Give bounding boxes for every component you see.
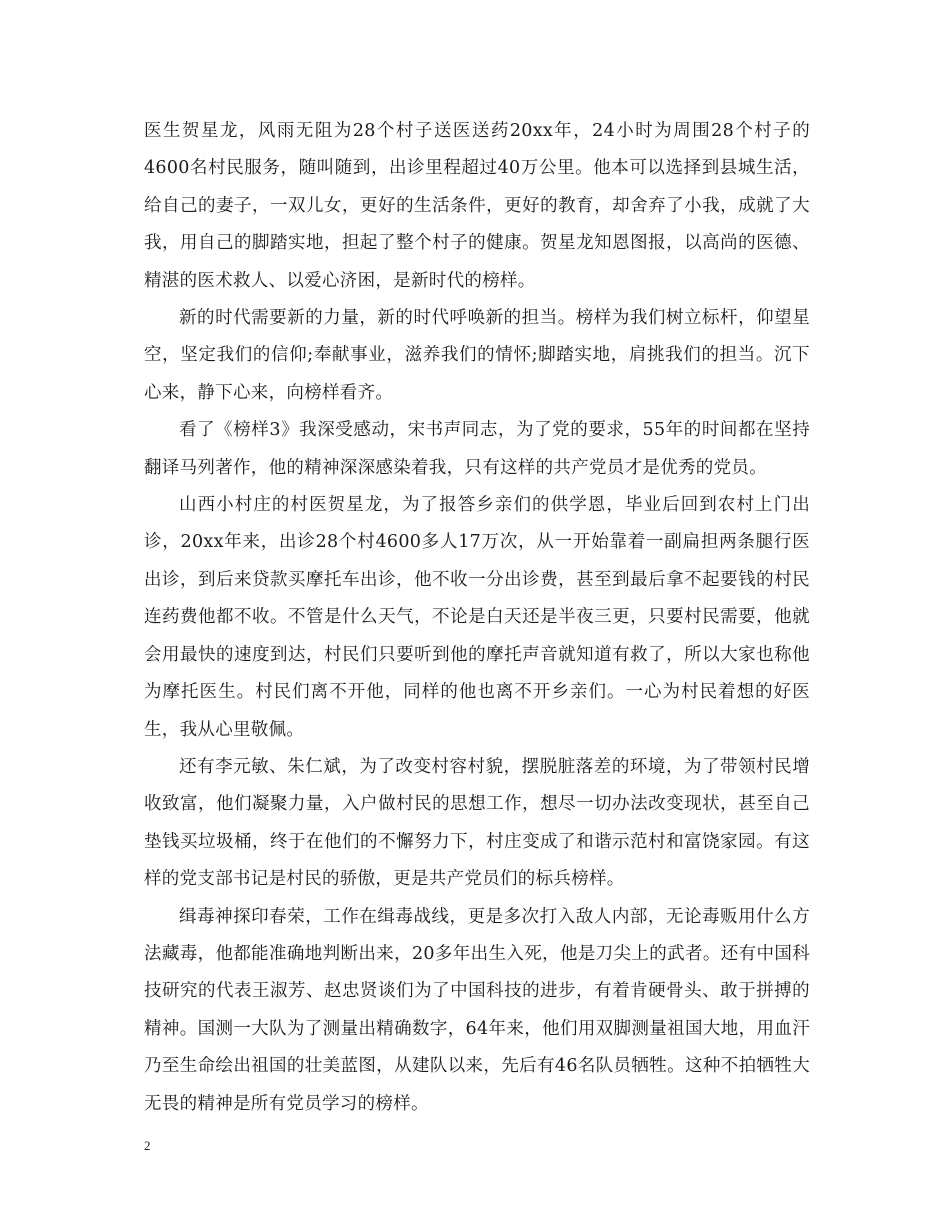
- paragraph: 还有李元敏、朱仁斌，为了改变村容村貌，摆脱脏落差的环境，为了带领村民增收致富，他们凝聚力量，入户做村民的思想工作，想尽一切办法改变现状，甚至自己垫钱买垃圾桶，终于在他们的不懈努力下，村庄变成了和谐示范村和富饶家园。有这样的党支部书记是村民的骄傲，更是共产党员们的标兵榜样。: [144, 756, 810, 890]
- paragraph: 缉毒神探印春荣，工作在缉毒战线，更是多次打入敌人内部，无论毒贩用什么方法藏毒，他都能准确地判断出来，20多年出生入死，他是刀尖上的武者。还有中国科技研究的代表王淑芳、赵忠贤谈们为了中国科技的进步，有着肯硬骨头、敢于拼搏的精神。国测一大队为了测量出精确数字，64年来，他们用双脚测量祖国大地，用血汗乃至生命绘出祖国的壮美蓝图，从建队以来，先后有46名队员牺牲。这种不拍牺牲大无畏的精神是所有党员学习的榜样。: [144, 906, 810, 1114]
- document-body: [144, 113, 810, 1123]
- paragraph: 山西小村庄的村医贺星龙，为了报答乡亲们的供学恩，毕业后回到农村上门出诊，20xx年来，出诊28个村4600多人17万次，从一开始靠着一副扁担两条腿行医出诊，到后来贷款买摩托车出诊，他不收一分出诊费，甚至到最后拿不起要钱的村民连药费他都不收。不管是什么天气，不论是白天还是半夜三更，只要村民需要，他就会用最快的速度到达，村民们只要听到他的摩托声音就知道有救了，所以大家也称他为摩托医生。村民们离不开他，同样的他也离不开乡亲们。一心为村民着想的好医生，我从心里敬佩。: [144, 495, 810, 740]
- paragraph: 看了《榜样3》我深受感动，宋书声同志，为了党的要求，55年的时间都在坚持翻译马列著作，他的精神深深感染着我，只有这样的共产党员才是优秀的党员。: [144, 420, 810, 478]
- page-number: 2: [144, 1138, 151, 1153]
- paragraph: 新的时代需要新的力量，新的时代呼唤新的担当。榜样为我们树立标杆，仰望星空，坚定我们的信仰;奉献事业，滋养我们的情怀;脚踏实地，肩挑我们的担当。沉下心来，静下心来，向榜样看齐。: [144, 308, 810, 403]
- paragraph-continued: 医生贺星龙，风雨无阻为28个村子送医送药20xx年，24小时为周围28个村子的4600名村民服务，随叫随到，出诊里程超过40万公里。他本可以选择到县城生活，给自己的妻子，一双儿女，更好的生活条件，更好的教育，却舍弃了小我，成就了大我，用自己的脚踏实地，担起了整个村子的健康。贺星龙知恩图报，以高尚的医德、精湛的医术救人、以爱心济困，是新时代的榜样。: [144, 121, 810, 291]
